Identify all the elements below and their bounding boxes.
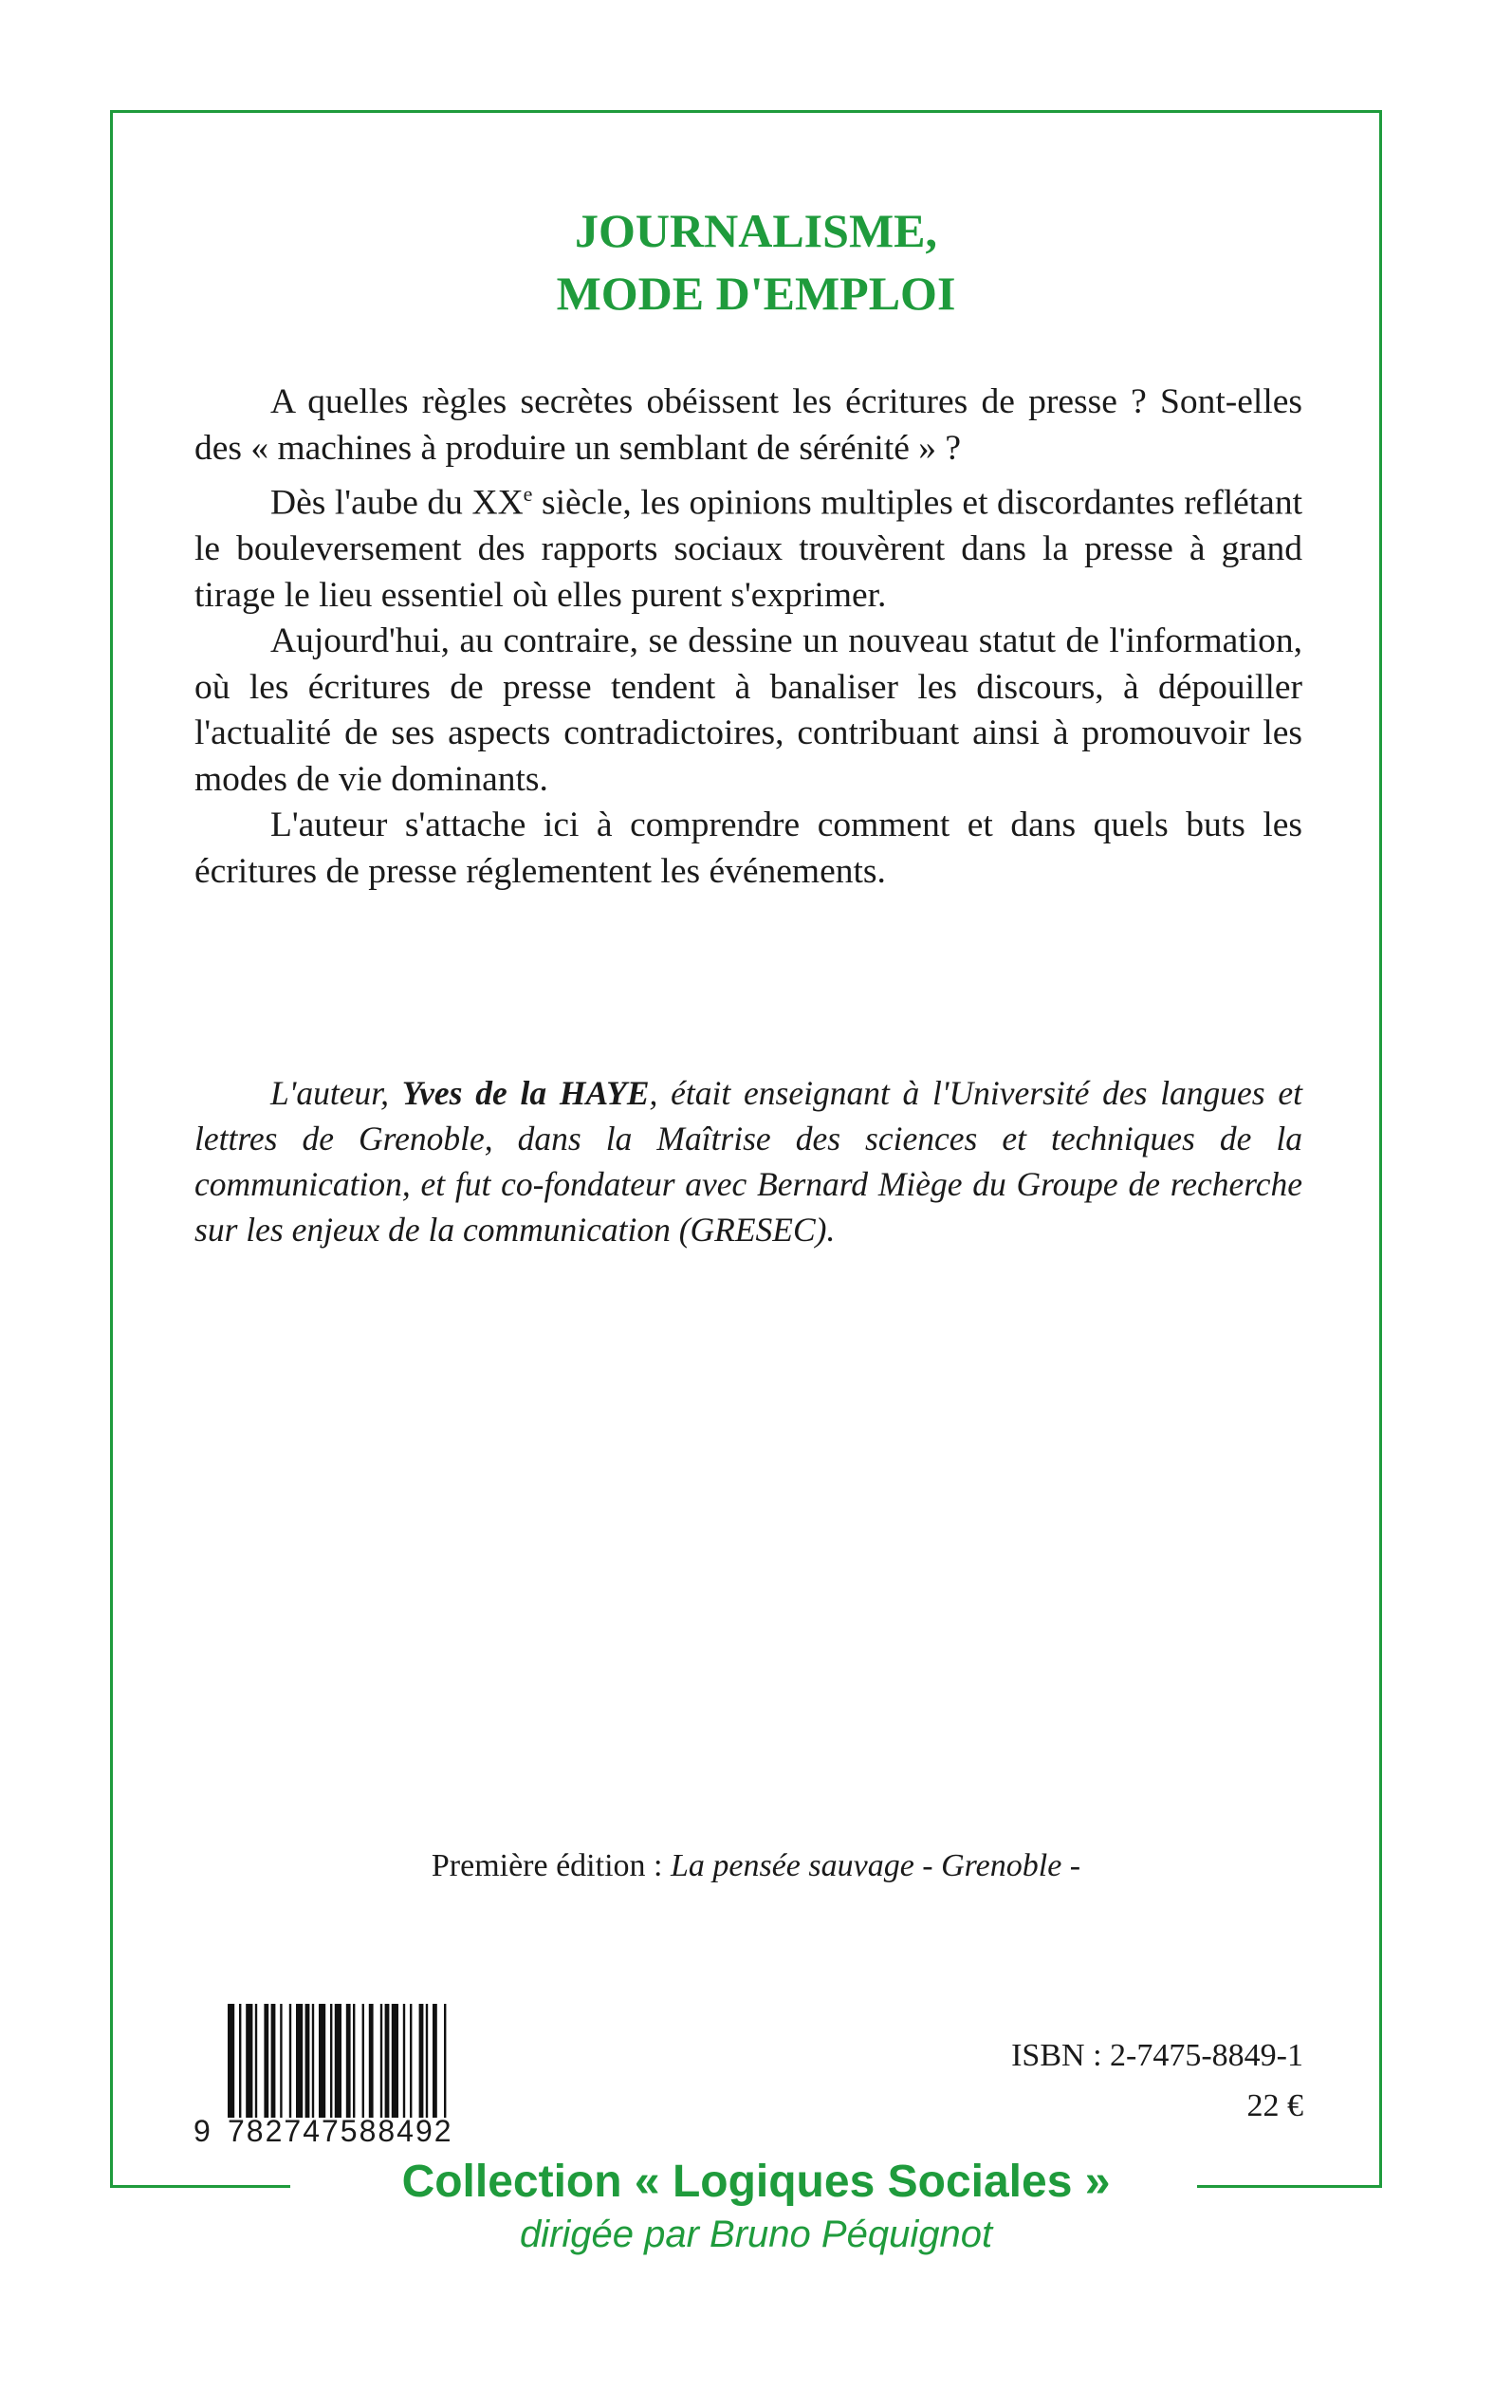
barcode-bar [444, 2004, 446, 2118]
author-bio [194, 1070, 1302, 1252]
collection-director: dirigée par Bruno Péquignot [519, 2214, 993, 2255]
author-paragraph [194, 1070, 1302, 1252]
barcode-bar [271, 2004, 276, 2118]
barcode-bar [385, 2004, 390, 2118]
barcode-bar [312, 2004, 314, 2118]
blurb-p2-start: Dès l'aube du XX [270, 483, 524, 523]
barcode-bar [280, 2004, 282, 2118]
author-name: Yves de la HAYE [401, 1074, 650, 1112]
edition-label: Première édition : [431, 1848, 671, 1883]
book-title [0, 199, 1512, 324]
barcode-bar [296, 2004, 303, 2118]
blurb [194, 380, 1302, 895]
first-edition [0, 1845, 1512, 1887]
title-line-2: MODE D'EMPLOI [556, 267, 956, 320]
barcode-bar [264, 2004, 268, 2118]
barcode-bar [335, 2004, 341, 2118]
barcode-number: 782747588492 [228, 2114, 453, 2148]
price: 22 € [1246, 2088, 1303, 2123]
barcode-first-digit: 9 [194, 2114, 212, 2148]
edition-value: La pensée sauvage - Grenoble - [670, 1848, 1081, 1883]
century-superscript: e [523, 482, 533, 506]
barcode-bar [410, 2004, 412, 2118]
blurb-p2-end: siècle, les opinions multiples et discordantes reflétant le bouleversement des rapports sociaux trouvèrent dans la presse à grand tirage le lieu essentiel où elles purent s'exprimer. [194, 483, 1302, 615]
barcode-bar [426, 2004, 428, 2118]
barcode-bar [228, 2004, 234, 2118]
title-line-1: JOURNALISME, [575, 204, 937, 257]
blurb-paragraph-4: L'auteur s'attache ici à comprendre comment et dans quels buts les écritures de presse réglementent les événements. [194, 806, 1302, 891]
barcode-icon [228, 2004, 562, 2118]
barcode-bar [380, 2004, 382, 2118]
barcode-bar [255, 2004, 257, 2118]
barcode-bar [362, 2004, 364, 2118]
barcode-bar [239, 2004, 241, 2118]
barcode-bar [392, 2004, 398, 2118]
barcode-bar [319, 2004, 325, 2118]
collection-name: Collection « Logiques Sociales » [401, 2157, 1111, 2207]
barcode-bar [330, 2004, 332, 2118]
blurb-paragraph-3: Aujourd'hui, au contraire, se dessine un nouveau statut de l'information, où les écritures de presse tendent à banaliser les discours, à dépouiller l'actualité de ses aspects contradictoires, contribuant ainsi à promouvoir les modes de vie dominants. [194, 621, 1302, 799]
barcode-bar [353, 2004, 355, 2118]
barcode-bar [305, 2004, 310, 2118]
barcode-bar [419, 2004, 424, 2118]
barcode-bar [403, 2004, 405, 2118]
barcode-bar [246, 2004, 252, 2118]
author-prefix: L'auteur, [270, 1074, 402, 1112]
barcode-bar [433, 2004, 437, 2118]
isbn: ISBN : 2-7475-8849-1 [1011, 2038, 1303, 2073]
blurb-paragraph-1: A quelles règles secrètes obéissent les écritures de presse ? Sont-elles des « machines à produire un semblant de sérénité » ? [194, 382, 1302, 468]
blurb-paragraph-2 [194, 472, 1302, 619]
barcode-bar [346, 2004, 351, 2118]
barcode-bar [289, 2004, 291, 2118]
barcode-bar [369, 2004, 374, 2118]
author-bio-text: , était enseignant à l'Université des langues et lettres de Grenoble, dans la Maîtrise des sciences et techniques de la communication, et fut co-fondateur avec Bernard Miège du Groupe de recherche sur les enjeux de la communication (GRESEC). [194, 1074, 1302, 1249]
collection-block [0, 2154, 1512, 2258]
barcode-digits [194, 2114, 573, 2149]
